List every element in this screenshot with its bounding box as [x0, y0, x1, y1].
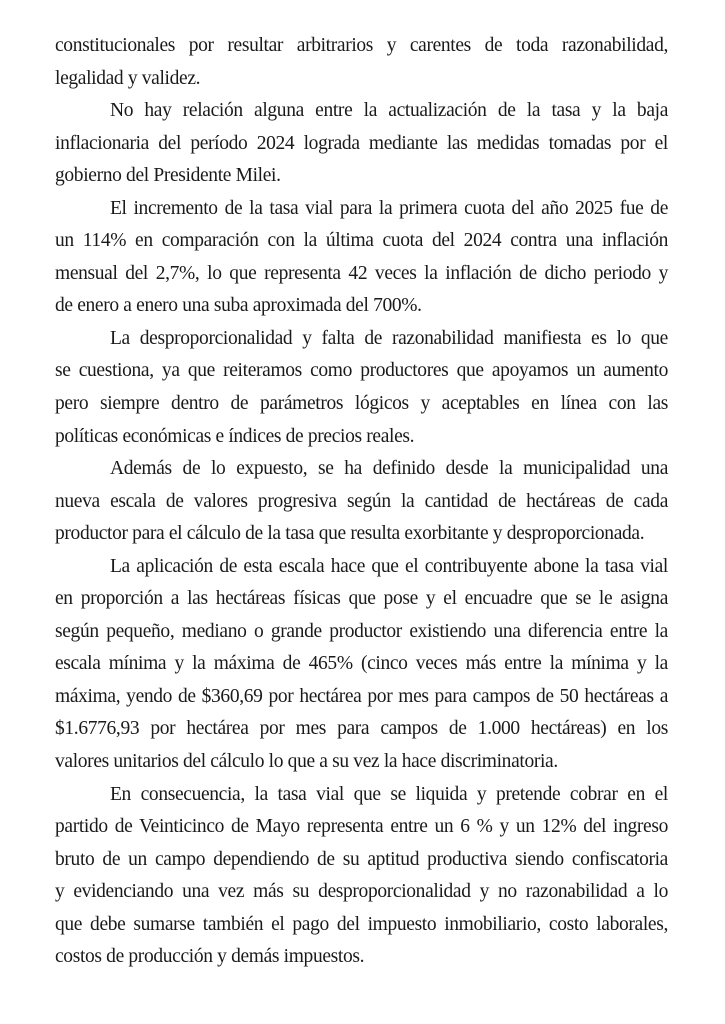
text-line: La aplicación de esta escala hace que el contribuyente abone la tasa vial — [110, 555, 668, 577]
paragraph — [55, 193, 668, 323]
text-line: mensual del 2,7%, lo que representa 42 veces la inflación de dicho periodo y — [55, 262, 668, 284]
text-line: En consecuencia, la tasa vial que se liquida y pretende cobrar en el — [110, 783, 668, 805]
paragraph — [55, 453, 668, 551]
paragraph — [55, 30, 668, 95]
text-line: partido de Veinticinco de Mayo representa entre un 6 % y un 12% del ingreso — [55, 816, 668, 838]
text-line: y evidenciando una vez más su desproporcionalidad y no razonabilidad a lo — [55, 881, 668, 903]
text-line: No hay relación alguna entre la actualización de la tasa y la baja — [110, 100, 668, 122]
text-line: escala mínima y la máxima de 465% (cinco veces más entre la mínima y la — [55, 653, 668, 675]
text-line: constitucionales por resultar arbitrarios y carentes de toda razonabilidad, — [55, 35, 668, 56]
paragraph — [55, 95, 668, 193]
text-line: valores unitarios del cálculo lo que a su vez la hace discriminatoria. — [55, 751, 558, 773]
text-line: que debe sumarse también el pago del impuesto inmobiliario, costo laborales, — [55, 913, 668, 935]
paragraph — [55, 779, 668, 974]
text-line: gobierno del Presidente Milei. — [55, 165, 281, 187]
text-line: El incremento de la tasa vial para la primera cuota del año 2025 fue de — [110, 197, 668, 219]
text-line: en proporción a las hectáreas físicas que pose y el encuadre que se le asigna — [55, 588, 668, 610]
text-line: se cuestiona, ya que reiteramos como productores que apoyamos un aumento — [55, 360, 668, 382]
text-line: costos de producción y demás impuestos. — [55, 946, 365, 968]
document-body — [55, 30, 668, 974]
paragraph — [55, 551, 668, 779]
text-line: nueva escala de valores progresiva según la cantidad de hectáreas de cada — [55, 490, 668, 512]
text-line: de enero a enero una suba aproximada del 700%. — [55, 295, 422, 317]
text-line: Además de lo expuesto, se ha definido desde la municipalidad una — [110, 458, 668, 480]
text-line: un 114% en comparación con la última cuota del 2024 contra una inflación — [55, 230, 668, 252]
text-line: máxima, yendo de $360,69 por hectárea por mes para campos de 50 hectáreas a — [55, 685, 668, 707]
paragraph — [55, 323, 668, 453]
text-line: según pequeño, mediano o grande productor existiendo una diferencia entre la — [55, 620, 668, 642]
text-line: productor para el cálculo de la tasa que resulta exorbitante y desproporcionada. — [55, 523, 645, 545]
text-line: legalidad y validez. — [55, 67, 201, 89]
text-line: inflacionaria del período 2024 lograda mediante las medidas tomadas por el — [55, 132, 668, 154]
text-line: La desproporcionalidad y falta de razonabilidad manifiesta es lo que — [110, 327, 668, 349]
text-line: políticas económicas e índices de precios reales. — [55, 425, 415, 447]
text-line: bruto de un campo dependiendo de su aptitud productiva siendo confiscatoria — [55, 848, 668, 870]
text-line: $1.6776,93 por hectárea por mes para campos de 1.000 hectáreas) en los — [55, 718, 668, 740]
text-line: pero siempre dentro de parámetros lógicos y aceptables en línea con las — [55, 393, 668, 415]
